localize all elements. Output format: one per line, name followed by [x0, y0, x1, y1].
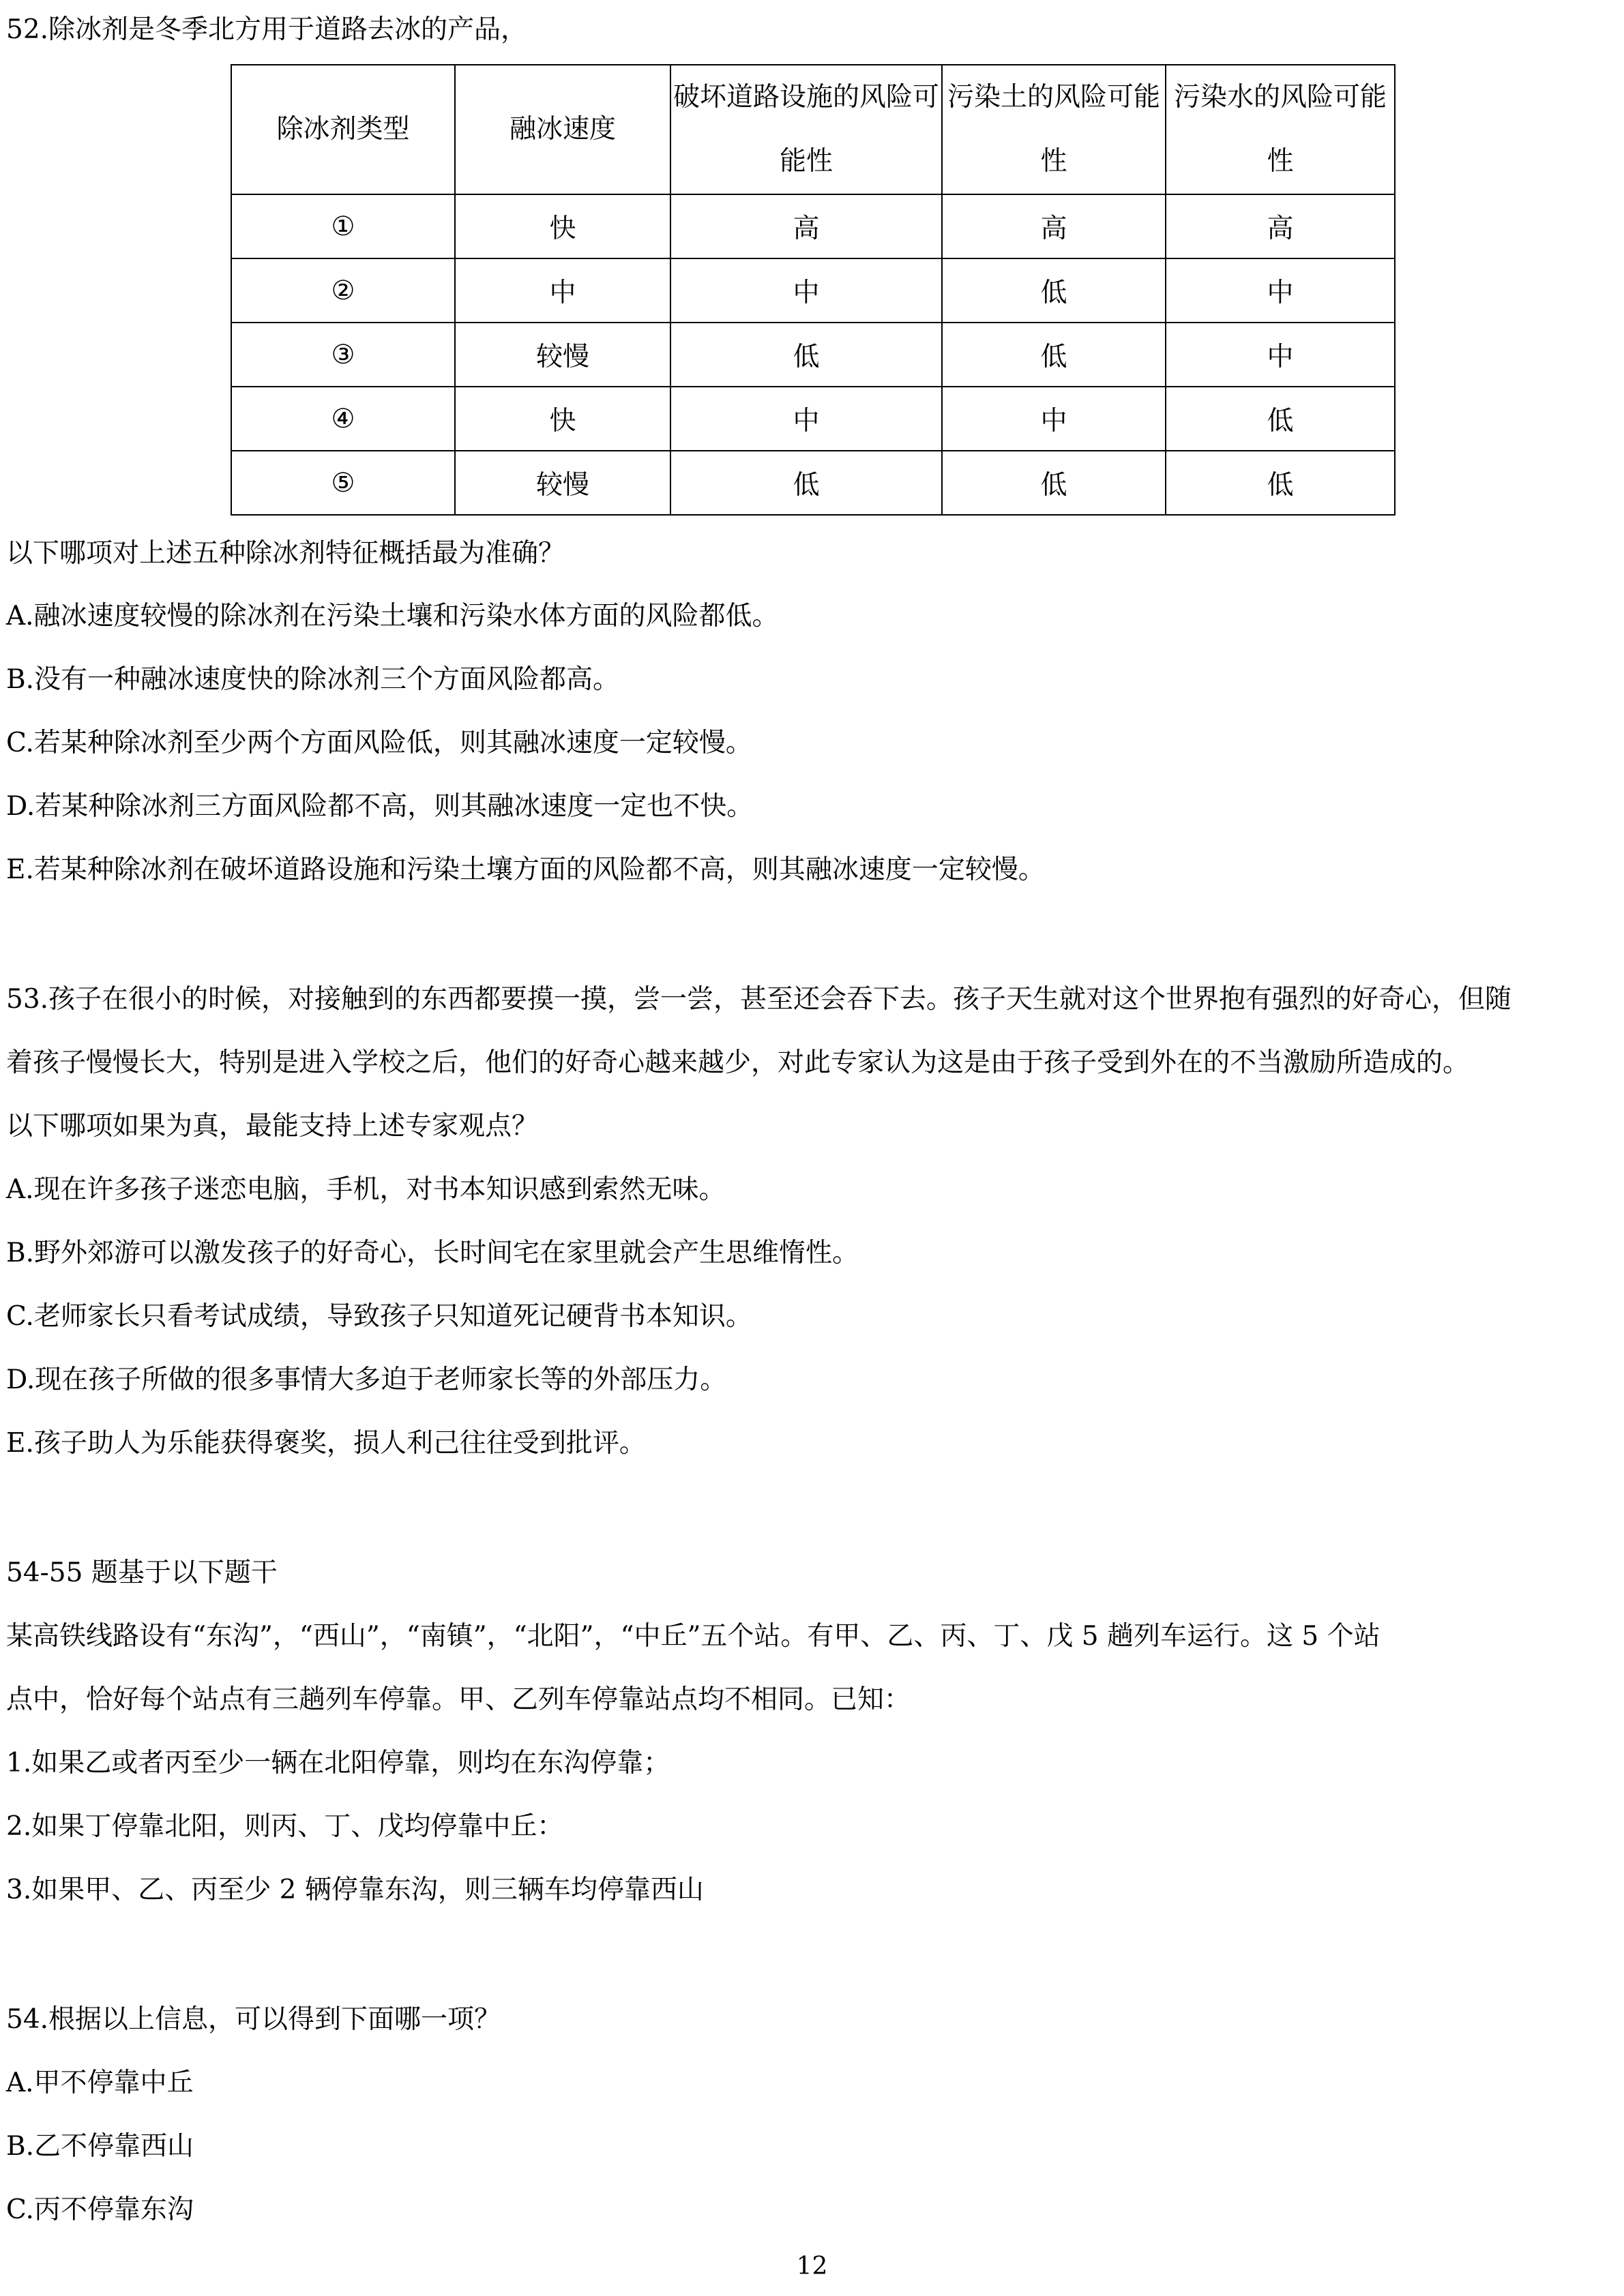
table-cell: 快	[455, 387, 670, 451]
q53-option-e: E.孩子助人为乐能获得褒奖，损人利己往往受到批评。	[6, 1428, 646, 1459]
q54-question: 54.根据以上信息，可以得到下面哪一项？	[6, 2004, 501, 2035]
table-cell: 高	[1166, 194, 1395, 258]
table-cell: 低	[942, 258, 1166, 323]
q52-option-d: D.若某种除冰剂三方面风险都不高，则其融冰速度一定也不快。	[6, 791, 754, 822]
table-cell: 低	[942, 323, 1166, 387]
header-soil-risk: 污染土的风险可能性	[942, 65, 1166, 194]
table-row	[231, 323, 1395, 387]
q54-55-stem-line1: 某高铁线路设有“东沟”，“西山”，“南镇”，“北阳”，“中丘”五个站。有甲、乙、丙、丁、戊 5 趟列车运行。这 5 个站	[6, 1621, 1381, 1652]
page-number: 12	[796, 2252, 828, 2280]
q52-stem: 52.除冰剂是冬季北方用于道路去冰的产品，	[6, 14, 528, 45]
table-cell: ⑤	[231, 451, 455, 515]
q54-option-b: B.乙不停靠西山	[6, 2131, 194, 2162]
table-row	[231, 451, 1395, 515]
header-type: 除冰剂类型	[231, 65, 455, 194]
table-cell: 中	[455, 258, 670, 323]
table-cell: 低	[670, 323, 942, 387]
q52-option-c: C.若某种除冰剂至少两个方面风险低，则其融冰速度一定较慢。	[6, 728, 752, 758]
header-speed: 融冰速度	[455, 65, 670, 194]
q54-55-heading: 54-55 题基于以下题干	[6, 1557, 278, 1588]
q53-question: 以下哪项如果为真，最能支持上述专家观点？	[6, 1111, 539, 1142]
table-cell: ①	[231, 194, 455, 258]
table-cell: 较慢	[455, 451, 670, 515]
table-cell: 中	[1166, 323, 1395, 387]
table-cell: ②	[231, 258, 455, 323]
table-cell: 中	[670, 387, 942, 451]
table-cell: 较慢	[455, 323, 670, 387]
table-cell: 低	[942, 451, 1166, 515]
table-cell: 中	[1166, 258, 1395, 323]
q52-option-e: E.若某种除冰剂在破坏道路设施和污染土壤方面的风险都不高，则其融冰速度一定较慢。	[6, 854, 1045, 885]
q54-option-c: C.丙不停靠东沟	[6, 2194, 194, 2225]
q52-option-a: A.融冰速度较慢的除冰剂在污染土壤和污染水体方面的风险都低。	[6, 601, 779, 631]
condition-3: 3.如果甲、乙、丙至少 2 辆停靠东沟，则三辆车均停靠西山	[6, 1875, 704, 1905]
condition-2: 2.如果丁停靠北阳，则丙、丁、戊均停靠中丘：	[6, 1811, 564, 1842]
q53-option-d: D.现在孩子所做的很多事情大多迫于老师家长等的外部压力。	[6, 1365, 727, 1395]
q54-option-a: A.甲不停靠中丘	[6, 2068, 194, 2098]
table-cell: 快	[455, 194, 670, 258]
table-row	[231, 387, 1395, 451]
table-cell: ③	[231, 323, 455, 387]
q53-option-c: C.老师家长只看考试成绩，导致孩子只知道死记硬背书本知识。	[6, 1301, 752, 1332]
q53-option-b: B.野外郊游可以激发孩子的好奇心，长时间宅在家里就会产生思维惰性。	[6, 1238, 859, 1268]
deicer-table	[231, 64, 1396, 516]
table-cell: 高	[942, 194, 1166, 258]
q52-option-b: B.没有一种融冰速度快的除冰剂三个方面风险都高。	[6, 664, 620, 695]
header-water-risk: 污染水的风险可能性	[1166, 65, 1395, 194]
table-row	[231, 194, 1395, 258]
q54-55-stem-line2: 点中，恰好每个站点有三趟列车停靠。甲、乙列车停靠站点均不相同。已知：	[6, 1684, 911, 1715]
q52-question: 以下哪项对上述五种除冰剂特征概括最为准确？	[6, 538, 565, 569]
q53-stem-line1: 53.孩子在很小的时候，对接触到的东西都要摸一摸，尝一尝，甚至还会吞下去。孩子天生就对这个世界抱有强烈的好奇心，但随	[6, 984, 1512, 1015]
q53-stem-line2: 着孩子慢慢长大，特别是进入学校之后，他们的好奇心越来越少，对此专家认为这是由于孩子受到外在的不当激励所造成的。	[6, 1047, 1470, 1078]
table-cell: 中	[942, 387, 1166, 451]
table-cell: 低	[1166, 451, 1395, 515]
table-header-row	[231, 65, 1395, 194]
condition-1: 1.如果乙或者丙至少一辆在北阳停靠，则均在东沟停靠；	[6, 1748, 670, 1778]
table-cell: 低	[670, 451, 942, 515]
q53-option-a: A.现在许多孩子迷恋电脑，手机，对书本知识感到索然无味。	[6, 1174, 726, 1205]
table-cell: 中	[670, 258, 942, 323]
table-cell: 低	[1166, 387, 1395, 451]
table-cell: 高	[670, 194, 942, 258]
header-road-risk: 破坏道路设施的风险可能性	[670, 65, 942, 194]
table-cell: ④	[231, 387, 455, 451]
table-row	[231, 258, 1395, 323]
